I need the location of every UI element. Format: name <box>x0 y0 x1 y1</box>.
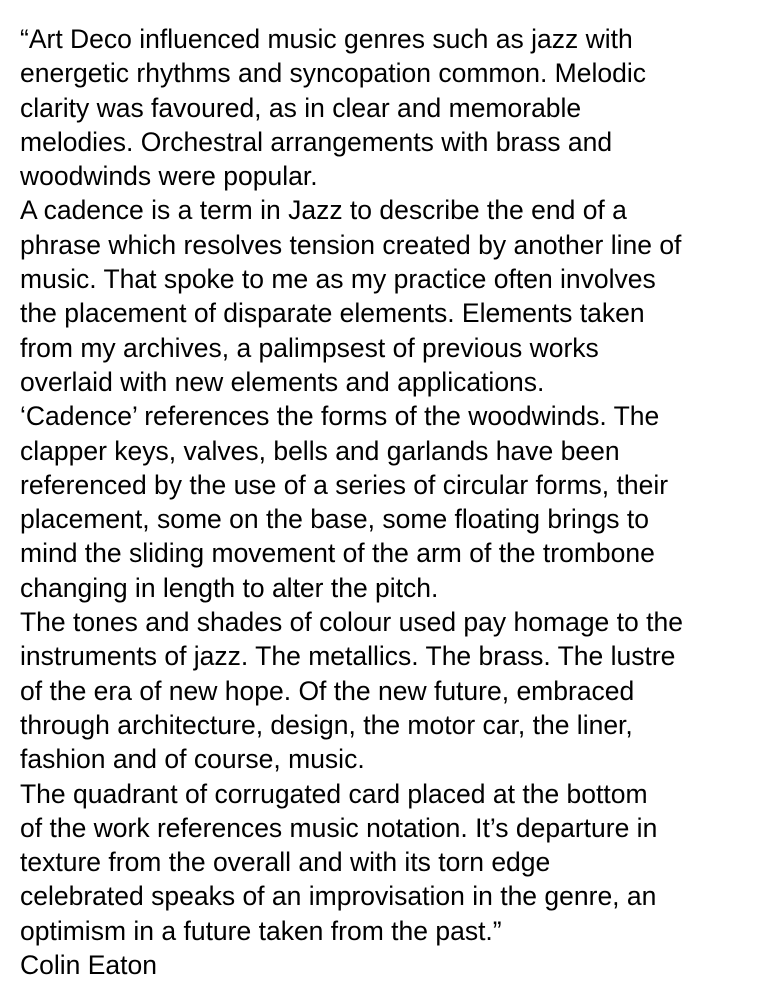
paragraph-cadence-definition <box>20 193 755 399</box>
text-line: instruments of jazz. The metallics. The brass. The lustre <box>20 641 676 672</box>
text-line: fashion and of course, music. <box>20 744 365 775</box>
author-name: Colin Eaton <box>20 950 158 981</box>
text-line: optimism in a future taken from the past.” <box>20 915 502 946</box>
text-line: woodwinds were popular. <box>20 161 318 192</box>
text-line: placement, some on the base, some floating brings to <box>20 504 649 535</box>
author-signature <box>20 948 755 982</box>
text-line: clapper keys, valves, bells and garlands have been <box>20 435 620 466</box>
text-line: A cadence is a term in Jazz to describe the end of a <box>20 195 627 226</box>
text-line: texture from the overall and with its torn edge <box>20 847 551 878</box>
paragraph-art-deco <box>20 22 755 193</box>
text-line: referenced by the use of a series of circular forms, their <box>20 469 669 500</box>
text-line: overlaid with new elements and applications. <box>20 366 545 397</box>
text-line: melodies. Orchestral arrangements with brass and <box>20 126 613 157</box>
text-line: from my archives, a palimpsest of previous works <box>20 332 599 363</box>
text-line: clarity was favoured, as in clear and memorable <box>20 92 582 123</box>
text-line: The quadrant of corrugated card placed at the bottom <box>20 778 648 809</box>
paragraph-colour <box>20 605 755 776</box>
paragraph-corrugated-card <box>20 777 755 948</box>
text-line: phrase which resolves tension created by another line of <box>20 229 682 260</box>
text-line: mind the sliding movement of the arm of the trombone <box>20 538 655 569</box>
text-line: ‘Cadence’ references the forms of the woodwinds. The <box>20 401 660 432</box>
text-line: music. That spoke to me as my practice often involves <box>20 264 656 295</box>
paragraph-woodwinds <box>20 399 755 605</box>
text-line: celebrated speaks of an improvisation in the genre, an <box>20 881 657 912</box>
text-line: “Art Deco influenced music genres such as jazz with <box>20 24 633 54</box>
text-line: the placement of disparate elements. Elements taken <box>20 298 645 329</box>
text-line: energetic rhythms and syncopation common. Melodic <box>20 58 646 89</box>
text-line: changing in length to alter the pitch. <box>20 572 439 603</box>
text-line: of the era of new hope. Of the new future, embraced <box>20 675 635 706</box>
text-line: The tones and shades of colour used pay homage to the <box>20 607 683 638</box>
text-line: through architecture, design, the motor car, the liner, <box>20 709 633 740</box>
text-line: of the work references music notation. It’s departure in <box>20 812 658 843</box>
